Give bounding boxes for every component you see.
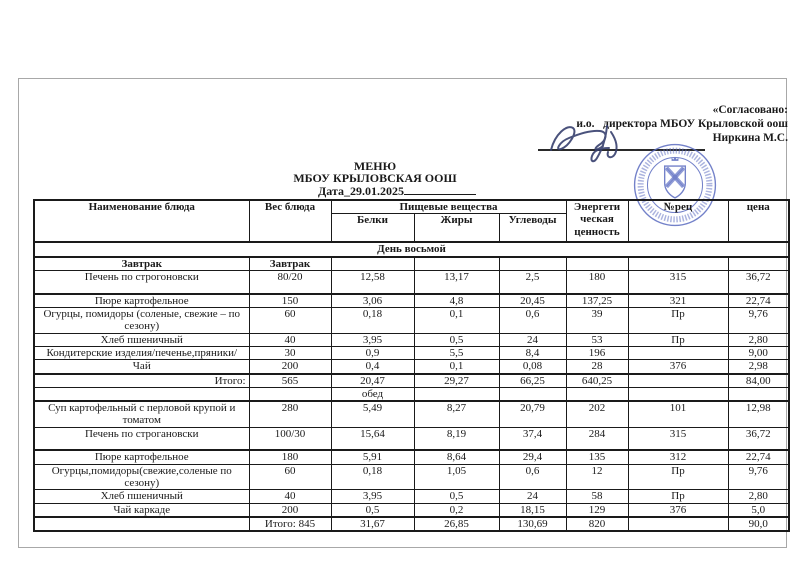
menu-cell: 280 xyxy=(249,401,331,427)
menu-row-divider xyxy=(34,387,789,401)
menu-cell: 29,4 xyxy=(499,450,566,464)
menu-cell: Пюре картофельное xyxy=(34,294,249,308)
menu-cell: 5,91 xyxy=(331,450,414,464)
menu-cell: Пюре картофельное xyxy=(34,450,249,464)
menu-cell: Завтрак xyxy=(34,257,249,271)
menu-row-item xyxy=(34,427,789,450)
menu-cell: 101 xyxy=(628,401,728,427)
menu-row-item xyxy=(34,307,789,333)
menu-cell: 312 xyxy=(628,450,728,464)
menu-cell: Хлеб пшеничный xyxy=(34,333,249,346)
menu-cell: 5,5 xyxy=(414,346,499,359)
menu-cell: 135 xyxy=(566,450,628,464)
menu-cell: 40 xyxy=(249,333,331,346)
menu-cell: 130,69 xyxy=(499,517,566,531)
menu-cell: 60 xyxy=(249,307,331,333)
menu-cell: 22,74 xyxy=(728,450,789,464)
menu-cell: 0,1 xyxy=(414,360,499,374)
menu-cell: 28 xyxy=(566,360,628,374)
menu-row-item xyxy=(34,271,789,294)
menu-row-item xyxy=(34,360,789,374)
menu-cell: 100/30 xyxy=(249,427,331,450)
menu-cell: 2,80 xyxy=(728,490,789,503)
menu-cell: Печень по строгановски xyxy=(34,427,249,450)
menu-cell: 0,5 xyxy=(331,503,414,517)
menu-cell: Пр xyxy=(628,490,728,503)
menu-cell: 3,95 xyxy=(331,490,414,503)
menu-cell: 8,4 xyxy=(499,346,566,359)
menu-cell: 0,1 xyxy=(414,307,499,333)
menu-cell: 4,8 xyxy=(414,294,499,308)
menu-cell: 31,67 xyxy=(331,517,414,531)
menu-cell: Пр xyxy=(628,464,728,490)
date-underline xyxy=(404,184,476,195)
col-header-dish-name: Наименование блюда xyxy=(34,200,249,242)
menu-row-item xyxy=(34,401,789,427)
menu-cell: 12,98 xyxy=(728,401,789,427)
menu-cell: 13,17 xyxy=(414,271,499,294)
menu-cell: 137,25 xyxy=(566,294,628,308)
menu-cell: обед xyxy=(331,387,414,401)
menu-cell: 321 xyxy=(628,294,728,308)
menu-cell: 8,27 xyxy=(414,401,499,427)
school-name: МБОУ КРЫЛОВСКАЯ ООШ xyxy=(293,171,457,185)
menu-cell xyxy=(499,387,566,401)
menu-cell: 29,27 xyxy=(414,374,499,388)
menu-cell xyxy=(566,387,628,401)
col-header-carbs: Углеводы xyxy=(499,214,566,242)
menu-cell xyxy=(34,517,249,531)
menu-cell: 180 xyxy=(566,271,628,294)
menu-cell: 12,58 xyxy=(331,271,414,294)
menu-cell: Итого: xyxy=(34,374,249,388)
menu-cell: 90,0 xyxy=(728,517,789,531)
menu-cell: Печень по строгоновски xyxy=(34,271,249,294)
header-row-1 xyxy=(34,200,789,214)
menu-cell xyxy=(566,257,628,271)
col-header-price: цена xyxy=(728,200,789,242)
menu-cell xyxy=(628,387,728,401)
menu-cell: 8,64 xyxy=(414,450,499,464)
menu-cell: 26,85 xyxy=(414,517,499,531)
menu-cell: Огурцы, помидоры (соленые, свежие – по сезону) xyxy=(34,307,249,333)
menu-cell: 640,25 xyxy=(566,374,628,388)
menu-cell: Кондитерские изделия/печенье,пряники/ xyxy=(34,346,249,359)
menu-cell: 8,19 xyxy=(414,427,499,450)
menu-cell: 820 xyxy=(566,517,628,531)
menu-cell: 20,47 xyxy=(331,374,414,388)
col-header-weight: Вес блюда xyxy=(249,200,331,242)
menu-cell: Суп картофельный с перловой крупой и томатом xyxy=(34,401,249,427)
menu-cell: 0,18 xyxy=(331,307,414,333)
menu-cell: 66,25 xyxy=(499,374,566,388)
menu-cell: 0,6 xyxy=(499,464,566,490)
menu-cell: 1,05 xyxy=(414,464,499,490)
menu-row-item xyxy=(34,294,789,308)
menu-cell: 30 xyxy=(249,346,331,359)
menu-cell: 84,00 xyxy=(728,374,789,388)
menu-cell: 315 xyxy=(628,427,728,450)
menu-row-item xyxy=(34,450,789,464)
menu-cell: 18,15 xyxy=(499,503,566,517)
menu-row-item xyxy=(34,503,789,517)
menu-cell xyxy=(628,346,728,359)
menu-cell: 2,5 xyxy=(499,271,566,294)
menu-cell: 20,45 xyxy=(499,294,566,308)
menu-cell xyxy=(414,257,499,271)
menu-cell: 200 xyxy=(249,503,331,517)
col-header-recipe-number: №рец xyxy=(628,200,728,242)
menu-row-meal xyxy=(34,257,789,271)
menu-cell: 15,64 xyxy=(331,427,414,450)
menu-cell: Завтрак xyxy=(249,257,331,271)
menu-cell: 3,06 xyxy=(331,294,414,308)
menu-cell xyxy=(628,517,728,531)
menu-cell: 5,0 xyxy=(728,503,789,517)
menu-cell: 58 xyxy=(566,490,628,503)
menu-cell: 20,79 xyxy=(499,401,566,427)
menu-cell: 53 xyxy=(566,333,628,346)
menu-cell: Хлеб пшеничный xyxy=(34,490,249,503)
menu-cell: Огурцы,помидоры(свежие,соленые по сезону) xyxy=(34,464,249,490)
approval-signer-name: Ниркина М.С. xyxy=(712,132,788,144)
col-header-nutrients: Пищевые вещества xyxy=(331,200,566,214)
menu-cell: 202 xyxy=(566,401,628,427)
menu-cell: 0,5 xyxy=(414,333,499,346)
menu-date-text: Дата_29.01.2025 xyxy=(318,184,404,198)
col-header-fat: Жиры xyxy=(414,214,499,242)
menu-cell: 40 xyxy=(249,490,331,503)
menu-cell: 12 xyxy=(566,464,628,490)
menu-cell: 0,4 xyxy=(331,360,414,374)
menu-cell xyxy=(249,387,331,401)
menu-cell: 200 xyxy=(249,360,331,374)
menu-row-day xyxy=(34,242,789,257)
menu-cell: 24 xyxy=(499,333,566,346)
menu-row-item xyxy=(34,490,789,503)
approval-director-line: и.о. директора МБОУ Крыловской оош xyxy=(576,118,788,130)
menu-cell: Чай xyxy=(34,360,249,374)
menu-cell xyxy=(34,387,249,401)
menu-cell: 129 xyxy=(566,503,628,517)
menu-cell: 565 xyxy=(249,374,331,388)
menu-cell: 196 xyxy=(566,346,628,359)
menu-cell: 60 xyxy=(249,464,331,490)
menu-table-body xyxy=(34,242,789,531)
menu-row-item xyxy=(34,346,789,359)
menu-cell: 0,5 xyxy=(414,490,499,503)
menu-cell xyxy=(728,257,789,271)
menu-cell: 9,76 xyxy=(728,307,789,333)
col-header-protein: Белки xyxy=(331,214,414,242)
menu-cell: 2,98 xyxy=(728,360,789,374)
menu-cell xyxy=(331,257,414,271)
menu-cell: 2,80 xyxy=(728,333,789,346)
menu-row-item xyxy=(34,464,789,490)
menu-row-total xyxy=(34,517,789,531)
menu-cell: 9,00 xyxy=(728,346,789,359)
menu-cell: Итого: 845 xyxy=(249,517,331,531)
menu-cell xyxy=(628,374,728,388)
menu-cell xyxy=(628,257,728,271)
menu-cell: 37,4 xyxy=(499,427,566,450)
menu-title: МЕНЮ xyxy=(353,159,397,173)
menu-cell: 150 xyxy=(249,294,331,308)
menu-cell: 36,72 xyxy=(728,427,789,450)
menu-date xyxy=(318,184,518,199)
menu-cell: 376 xyxy=(628,360,728,374)
menu-cell: 36,72 xyxy=(728,271,789,294)
day-label-cell: День восьмой xyxy=(34,242,789,257)
menu-cell: Пр xyxy=(628,307,728,333)
menu-cell: 9,76 xyxy=(728,464,789,490)
menu-cell: 0,18 xyxy=(331,464,414,490)
menu-row-total xyxy=(34,374,789,388)
menu-cell: 5,49 xyxy=(331,401,414,427)
menu-cell: 0,6 xyxy=(499,307,566,333)
menu-cell: 80/20 xyxy=(249,271,331,294)
menu-cell xyxy=(499,257,566,271)
menu-cell: 3,95 xyxy=(331,333,414,346)
menu-cell: 22,74 xyxy=(728,294,789,308)
menu-cell: 24 xyxy=(499,490,566,503)
menu-cell: 0,2 xyxy=(414,503,499,517)
menu-cell: 0,08 xyxy=(499,360,566,374)
menu-cell: 39 xyxy=(566,307,628,333)
col-header-energy: Энергети ческая ценность xyxy=(566,200,628,242)
menu-cell: 0,9 xyxy=(331,346,414,359)
menu-cell: Чай каркаде xyxy=(34,503,249,517)
menu-table xyxy=(33,199,790,532)
menu-cell xyxy=(728,387,789,401)
menu-cell: Пр xyxy=(628,333,728,346)
menu-row-item xyxy=(34,333,789,346)
menu-cell: 284 xyxy=(566,427,628,450)
approval-label: «Согласовано: xyxy=(712,104,788,116)
menu-cell: 376 xyxy=(628,503,728,517)
menu-cell: 180 xyxy=(249,450,331,464)
menu-cell: 315 xyxy=(628,271,728,294)
menu-cell xyxy=(414,387,499,401)
